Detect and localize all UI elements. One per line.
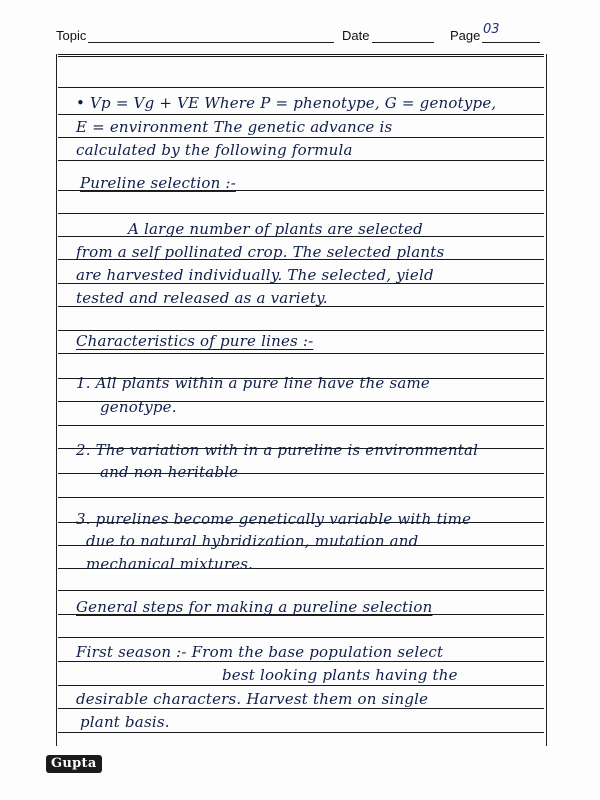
text-line: due to natural hybridization, mutation and	[86, 532, 419, 550]
text-line: desirable characters. Harvest them on single	[76, 690, 429, 708]
ruled-line	[58, 497, 544, 498]
formula-line: • Vp = Vg + VE Where P = phenotype, G = genotype,	[76, 94, 497, 112]
ruled-line	[58, 330, 544, 331]
text-line: and non heritable	[100, 463, 239, 481]
ruled-line	[58, 685, 544, 686]
text-line: are harvested individually. The selected, yield	[76, 266, 434, 284]
section-heading-pureline-selection: Pureline selection :-	[80, 174, 236, 192]
page-label: Page	[450, 28, 481, 43]
page-underline	[482, 42, 540, 43]
page-number: 03	[483, 22, 500, 37]
ruled-line	[58, 160, 544, 161]
first-season-line: First season :- From the base population select	[76, 643, 444, 661]
ruled-line	[58, 114, 544, 115]
text-line: mechanical mixtures.	[86, 555, 254, 573]
topic-underline	[88, 42, 334, 43]
list-item-3: 3. purelines become genetically variable with time	[76, 510, 472, 528]
section-heading-characteristics: Characteristics of pure lines :-	[76, 332, 314, 350]
left-margin-line	[56, 54, 57, 746]
ruled-line	[58, 732, 544, 733]
date-underline	[372, 42, 434, 43]
ruled-line	[58, 213, 544, 214]
ruled-line	[58, 137, 544, 138]
section-heading-general-steps: General steps for making a pureline selection	[76, 598, 433, 616]
date-label: Date	[342, 28, 370, 43]
ruled-line	[58, 590, 544, 591]
text-line: E = environment The genetic advance is	[76, 118, 393, 136]
ruled-line	[58, 54, 544, 57]
brand-logo: Gupta	[46, 755, 102, 773]
text-line: calculated by the following formula	[76, 141, 353, 159]
list-item-1: 1. All plants within a pure line have the same	[76, 374, 431, 392]
text-line: genotype.	[100, 398, 177, 416]
topic-label: Topic	[56, 28, 87, 43]
ruled-line	[58, 425, 544, 426]
right-margin-line	[546, 54, 547, 746]
ruled-line	[58, 637, 544, 638]
ruled-line	[58, 87, 544, 88]
text-line: A large number of plants are selected	[128, 220, 423, 238]
ruled-line	[58, 353, 544, 354]
text-line: tested and released as a variety.	[76, 289, 328, 307]
list-item-2: 2. The variation with in a pureline is environmental	[76, 441, 479, 459]
text-line: best looking plants having the	[222, 666, 458, 684]
ruled-line	[58, 661, 544, 662]
text-line: from a self pollinated crop. The selected plants	[76, 243, 445, 261]
text-line: plant basis.	[80, 713, 170, 731]
ruled-line	[58, 708, 544, 709]
